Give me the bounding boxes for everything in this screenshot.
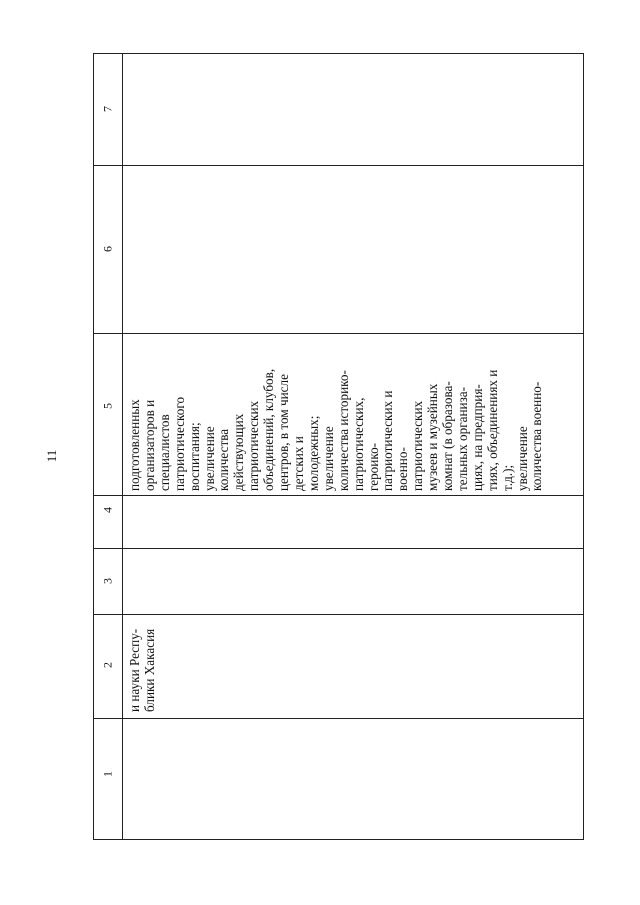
text-line: объединений, клубов, bbox=[261, 368, 277, 491]
text-line: количества bbox=[216, 428, 232, 491]
text-line: патриотических, bbox=[350, 397, 366, 491]
text-line: увеличение bbox=[514, 426, 530, 491]
text-line: патриотических bbox=[246, 400, 262, 491]
page-number: 11 bbox=[44, 449, 59, 463]
column-divider bbox=[94, 165, 583, 166]
data-table bbox=[93, 53, 584, 840]
text-line: детских и bbox=[290, 436, 306, 491]
column-divider bbox=[94, 718, 583, 719]
column-divider bbox=[94, 548, 583, 549]
column-divider bbox=[94, 614, 583, 615]
text-line: увеличение bbox=[320, 426, 336, 491]
text-line: тиях, объединениях и bbox=[484, 369, 500, 491]
column-number: 3 bbox=[100, 578, 115, 584]
column-number: 1 bbox=[100, 771, 115, 777]
text-line: музеев и музейных bbox=[425, 383, 441, 491]
text-line: циях, на предприя- bbox=[469, 384, 485, 491]
column-divider bbox=[94, 333, 583, 334]
text-line: организаторов и bbox=[141, 399, 157, 491]
text-line: патриотических и bbox=[380, 390, 396, 491]
column-number: 5 bbox=[100, 403, 115, 409]
text-line: блики Хакасия bbox=[141, 628, 157, 712]
text-line: героико- bbox=[365, 442, 381, 491]
text-line: воспитания; bbox=[186, 422, 202, 491]
text-line: патриотического bbox=[171, 396, 187, 491]
column-5-text bbox=[128, 369, 545, 491]
header-divider bbox=[122, 54, 123, 839]
column-number: 2 bbox=[100, 662, 115, 668]
column-number: 6 bbox=[100, 246, 115, 252]
text-line: количества военно- bbox=[529, 381, 545, 491]
text-line: патриотических bbox=[410, 400, 426, 491]
column-number: 4 bbox=[100, 507, 115, 513]
text-line: комнат (в образова- bbox=[440, 381, 456, 491]
column-divider bbox=[94, 495, 583, 496]
text-line: молодежных; bbox=[305, 415, 321, 491]
column-2-text bbox=[128, 629, 158, 712]
text-line: подготовленных bbox=[127, 399, 142, 491]
text-line: т.д.); bbox=[499, 464, 515, 491]
text-line: специалистов bbox=[156, 414, 172, 491]
text-line: военно- bbox=[395, 447, 411, 491]
column-number: 7 bbox=[100, 106, 115, 112]
text-line: и науки Респу- bbox=[127, 628, 142, 712]
text-line: действующих bbox=[231, 413, 247, 491]
text-line: тельных организа- bbox=[454, 386, 470, 491]
text-line: центров, в том числе bbox=[276, 374, 292, 491]
text-line: увеличение bbox=[201, 426, 217, 491]
text-line: количества историко- bbox=[335, 370, 351, 491]
